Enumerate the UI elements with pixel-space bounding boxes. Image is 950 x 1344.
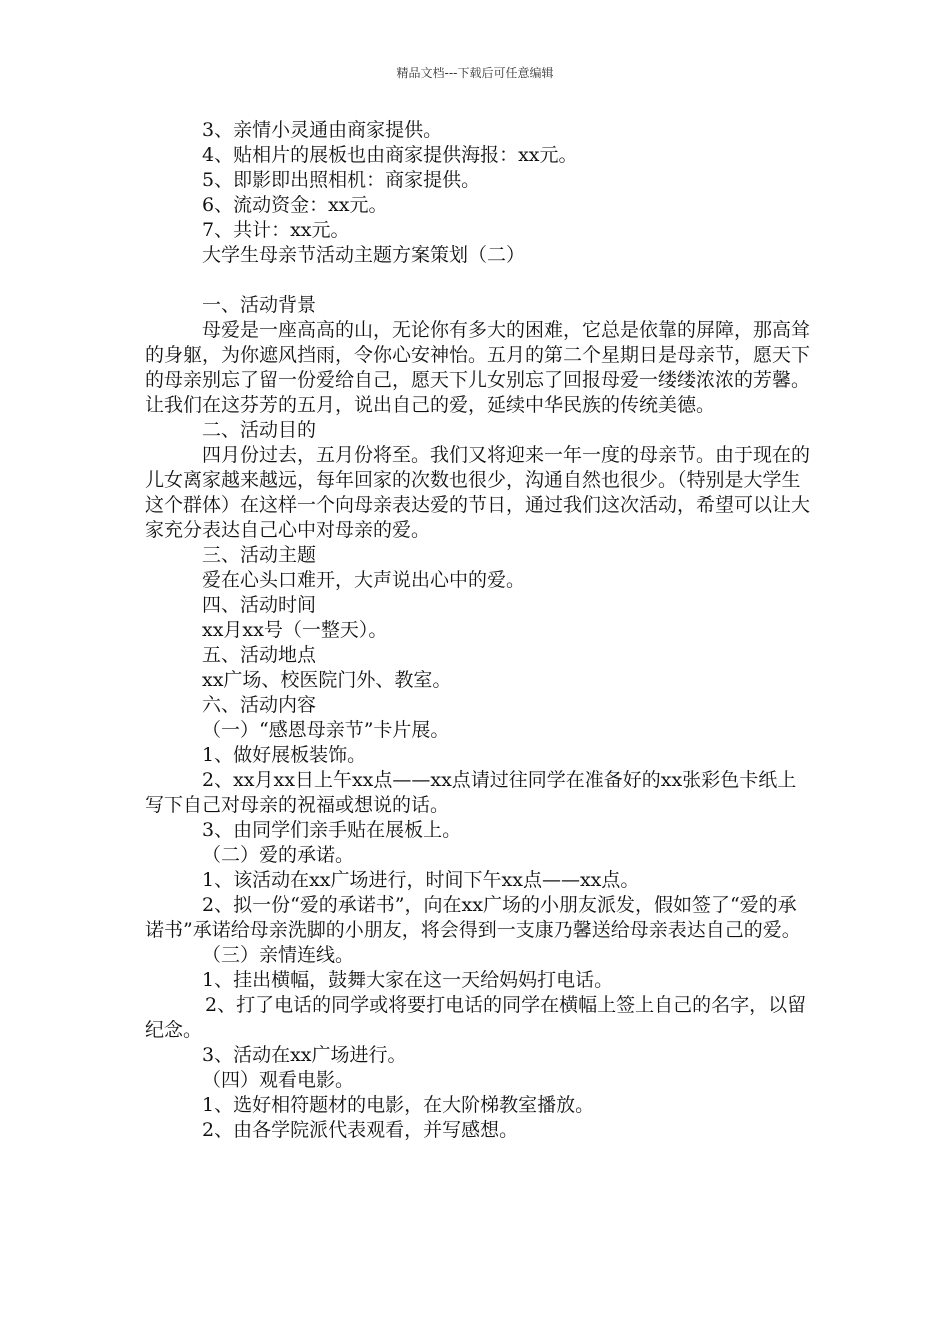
list-item: 6、流动资金：xx元。 <box>202 194 388 216</box>
list-item: 2、打了电话的同学或将要打电话的同学在横幅上签上自己的名字，以留纪念。 <box>145 994 807 1041</box>
sub-heading: （二）爱的承诺。 <box>202 844 355 866</box>
section-heading: 二、活动目的 <box>202 419 317 441</box>
section-heading: 五、活动地点 <box>202 644 317 666</box>
section-heading: 四、活动时间 <box>202 594 317 616</box>
sub-heading: （三）亲情连线。 <box>202 944 355 966</box>
spacer <box>145 268 810 293</box>
list-item: 4、贴相片的展板也由商家提供海报：xx元。 <box>202 144 578 166</box>
list-item: 3、活动在xx广场进行。 <box>202 1044 407 1066</box>
sub-heading: （一）“感恩母亲节”卡片展。 <box>202 719 450 741</box>
sub-heading: （四）观看电影。 <box>202 1069 355 1091</box>
list-item: 1、挂出横幅，鼓舞大家在这一天给妈妈打电话。 <box>202 969 614 991</box>
list-item: 3、亲情小灵通由商家提供。 <box>202 119 443 141</box>
list-item: 1、选好相符题材的电影，在大阶梯教室播放。 <box>202 1094 595 1116</box>
section-heading: 六、活动内容 <box>202 694 317 716</box>
paragraph: 四月份过去，五月份将至。我们又将迎来一年一度的母亲节。由于现在的儿女离家越来越远，每年回家的次数也很少，沟通自然也很少。（特别是大学生这个群体）在这样一个向母亲表达爱的节日，通过我们这次活动，希望可以让大家充分表达自己心中对母亲的爱。 <box>145 444 811 541</box>
list-item: 2、由各学院派代表观看，并写感想。 <box>202 1119 519 1141</box>
list-item: 5、即影即出照相机：商家提供。 <box>202 169 481 191</box>
section-heading: 三、活动主题 <box>202 544 317 566</box>
list-item: 2、xx月xx日上午xx点——xx点请过往同学在准备好的xx张彩色卡纸上写下自己对母亲的祝福或想说的话。 <box>145 769 797 816</box>
section-title: 大学生母亲节活动主题方案策划（二） <box>202 244 526 266</box>
paragraph: 爱在心头口难开，大声说出心中的爱。 <box>202 569 526 591</box>
list-item: 3、由同学们亲手贴在展板上。 <box>202 819 462 841</box>
paragraph: xx广场、校医院门外、教室。 <box>202 669 452 691</box>
page-header: 精品文档---下载后可任意编辑 <box>396 66 554 80</box>
list-item: 1、做好展板装饰。 <box>202 744 367 766</box>
paragraph: 母爱是一座高高的山，无论你有多大的困难，它总是依靠的屏障，那高耸的身躯，为你遮风挡雨，令你心安神怡。五月的第二个星期日是母亲节，愿天下的母亲别忘了留一份爱给自己，愿天下儿女别忘了回报母爱一缕缕浓浓的芳馨。让我们在这芬芳的五月，说出自己的爱，延续中华民族的传统美德。 <box>145 319 811 416</box>
list-item: 2、拟一份“爱的承诺书”，向在xx广场的小朋友派发，假如签了“爱的承诺书”承诺给母亲洗脚的小朋友，将会得到一支康乃馨送给母亲表达自己的爱。 <box>145 894 801 941</box>
document-body <box>145 118 810 1143</box>
list-item: 7、共计：xx元。 <box>202 219 350 241</box>
list-item: 1、该活动在xx广场进行，时间下午xx点——xx点。 <box>202 869 640 891</box>
section-heading: 一、活动背景 <box>202 294 317 316</box>
paragraph: xx月xx号（一整天）。 <box>202 619 388 641</box>
